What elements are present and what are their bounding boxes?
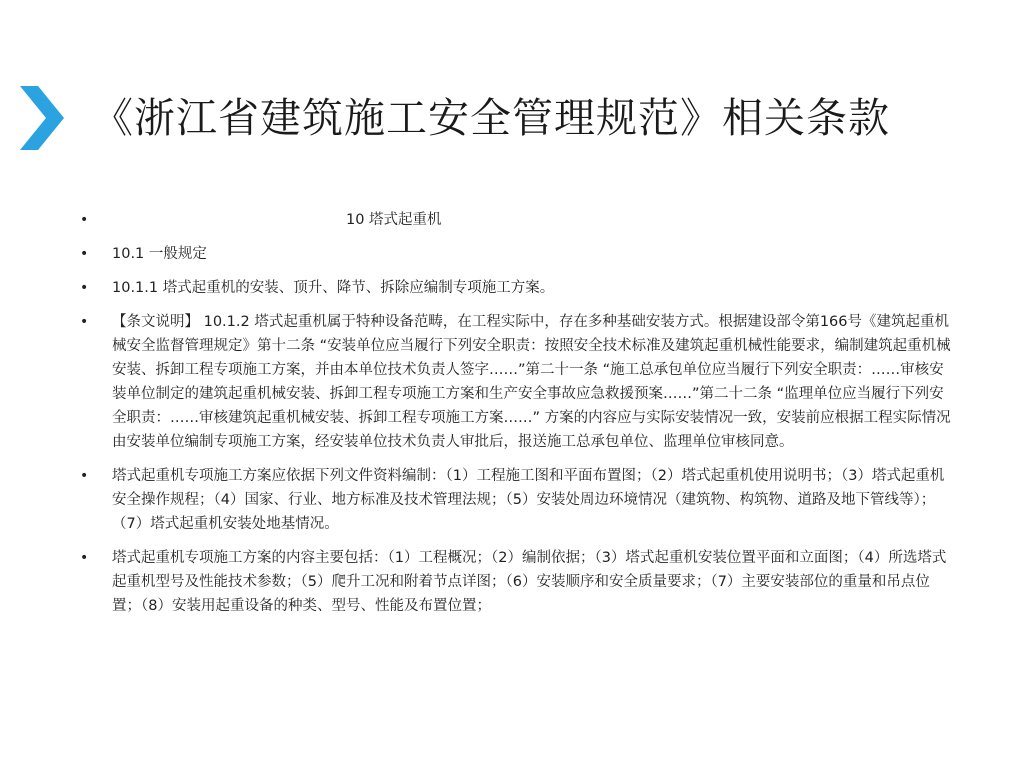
bullet: • xyxy=(80,246,89,262)
clause-list xyxy=(76,208,956,628)
bullet: • xyxy=(80,468,89,484)
chevron-right-icon xyxy=(20,86,64,150)
bullet: • xyxy=(80,314,89,330)
list-item xyxy=(76,276,956,300)
slide-title: 《浙江省建筑施工安全管理规范》相关条款 xyxy=(92,94,890,142)
section-heading: 10 塔式起重机 xyxy=(346,212,442,228)
subsection-heading: 10.1 一般规定 xyxy=(112,246,207,262)
list-item xyxy=(76,464,956,536)
list-item xyxy=(76,208,956,232)
bullet: • xyxy=(80,550,89,566)
bullet: • xyxy=(80,212,89,228)
list-item xyxy=(76,546,956,618)
list-item xyxy=(76,310,956,454)
bullet: • xyxy=(80,280,89,296)
clause-text: 塔式起重机专项施工方案的内容主要包括：（1）工程概况；（2）编制依据；（3）塔式起重机安装位置平面和立面图；（4）所选塔式起重机型号及性能技术参数；（5）爬升工况和附着节点详图；（6）安装顺序和安全质量要求；（7）主要安装部位的重量和吊点位置；（8）安装用起重设备的种类、型号、性能及布置位置； xyxy=(112,550,947,614)
list-item xyxy=(76,242,956,266)
clause-explanation: 【条文说明】 10.1.2 塔式起重机属于特种设备范畴，在工程实际中，存在多种基础安装方式。根据建设部令第166号《建筑起重机械安全监督管理规定》第十二条 “安装单位应当履行下列安全职责：按照安全技术标准及建筑起重机械性能要求，编制建筑起重机械安装、拆卸工程专项施工方案，并由本单位技术负责人签字……”第二十一条 “施工总承包单位应当履行下列安全职责：……审核安装单位制定的建筑起重机械安装、拆卸工程专项施工方案和生产安全事故应急救援预案……”第二十二条 “监理单位应当履行下列安全职责：……审核建筑起重机械安装、拆卸工程专项施工方案……” 方案的内容应与实际安装情况一致，安装前应根据工程实际情况由安装单位编制专项施工方案，经安装单位技术负责人审批后，报送施工总承包单位、监理单位审核同意。 xyxy=(112,314,951,450)
clause-text: 塔式起重机专项施工方案应依据下列文件资料编制：（1）工程施工图和平面布置图；（2）塔式起重机使用说明书；（3）塔式起重机安全操作规程；（4）国家、行业、地方标准及技术管理法规；（5）安装处周边环境情况（建筑物、构筑物、道路及地下管线等）；（7）塔式起重机安装处地基情况。 xyxy=(112,468,945,532)
clause-text: 10.1.1 塔式起重机的安装、顶升、降节、拆除应编制专项施工方案。 xyxy=(112,280,555,296)
